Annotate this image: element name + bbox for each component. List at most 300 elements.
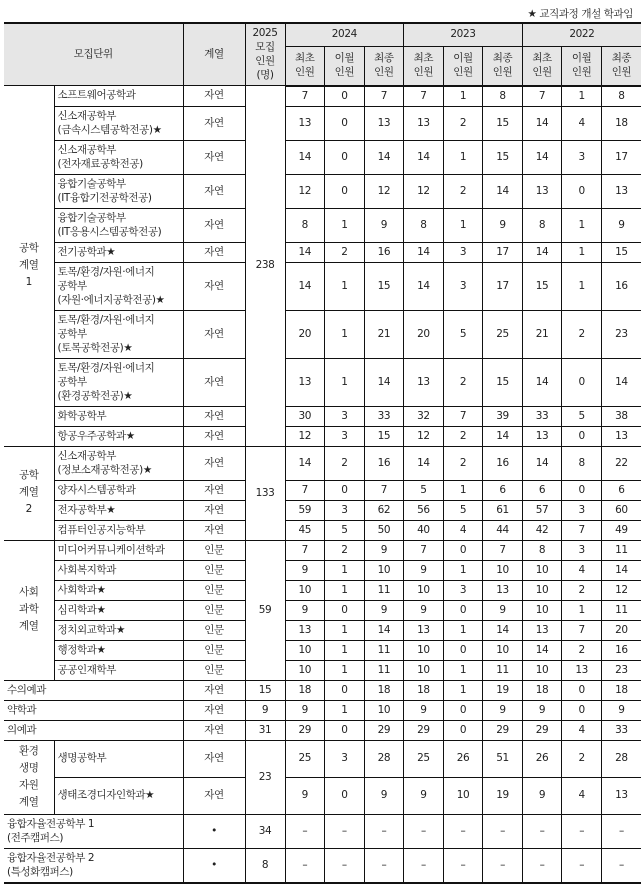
table-row	[4, 700, 641, 720]
count-2024-carryover: 2	[325, 540, 365, 560]
count-2023-carryover: 0	[443, 720, 483, 740]
count-2022-initial: 13	[522, 174, 562, 208]
count-2023-carryover: 3	[443, 580, 483, 600]
unit-name: 융합자율전공학부 1 (전주캠퍼스)	[4, 814, 183, 848]
count-2024-carryover: 3	[325, 426, 365, 446]
header-2024-carryover: 이월 인원	[325, 46, 365, 85]
count-2022-carryover: 0	[562, 680, 602, 700]
unit-name: 사회학과★	[54, 580, 183, 600]
count-2022-final: 9	[601, 208, 641, 242]
count-2023-initial: 20	[404, 310, 444, 358]
unit-name: 심리학과★	[54, 600, 183, 620]
unit-name: 신소재공학부 (금속시스템공학전공)★	[54, 106, 183, 140]
unit-name: 행정학과★	[54, 640, 183, 660]
count-2024-final: 15	[364, 262, 404, 310]
count-2022-initial: 14	[522, 140, 562, 174]
count-2023-final: 6	[483, 480, 523, 500]
count-2023-initial: 14	[404, 242, 444, 262]
header-2022-carryover: 이월 인원	[562, 46, 602, 85]
count-2024-initial: 10	[285, 580, 325, 600]
count-2024-final: 33	[364, 406, 404, 426]
count-2022-carryover: 1	[562, 242, 602, 262]
count-2023-carryover: 1	[443, 140, 483, 174]
count-2022-carryover: 4	[562, 777, 602, 814]
count-2024-initial: 9	[285, 600, 325, 620]
unit-name: 소프트웨어공학과	[54, 86, 183, 107]
count-2024-carryover: 1	[325, 700, 365, 720]
quota-2025: 238	[245, 86, 285, 447]
count-2023-final: 15	[483, 106, 523, 140]
count-2023-final: 51	[483, 740, 523, 777]
table-row	[4, 262, 641, 310]
track: 자연	[183, 500, 245, 520]
count-2022-carryover: 0	[562, 480, 602, 500]
track: 자연	[183, 358, 245, 406]
table-row	[4, 426, 641, 446]
table-row	[4, 406, 641, 426]
table-row	[4, 358, 641, 406]
count-2023-carryover: –	[443, 814, 483, 848]
count-2023-carryover: 7	[443, 406, 483, 426]
table-row	[4, 660, 641, 680]
header-2023-final: 최종 인원	[483, 46, 523, 85]
count-2022-initial: 7	[522, 86, 562, 107]
count-2022-final: 23	[601, 660, 641, 680]
count-2022-carryover: 1	[562, 600, 602, 620]
count-2024-carryover: 1	[325, 560, 365, 580]
count-2023-final: –	[483, 814, 523, 848]
count-2022-carryover: –	[562, 814, 602, 848]
unit-name: 사회복지학과	[54, 560, 183, 580]
count-2022-initial: 13	[522, 620, 562, 640]
count-2022-carryover: 2	[562, 640, 602, 660]
count-2024-initial: 14	[285, 140, 325, 174]
count-2024-carryover: 1	[325, 310, 365, 358]
track: 자연	[183, 720, 245, 740]
unit-name: 생태조경디자인학과★	[54, 777, 183, 814]
quota-2025: 59	[245, 540, 285, 680]
count-2022-final: 60	[601, 500, 641, 520]
count-2022-final: 13	[601, 777, 641, 814]
count-2022-final: 38	[601, 406, 641, 426]
unit-name: 신소재공학부 (정보소재공학전공)★	[54, 446, 183, 480]
unit-name: 화학공학부	[54, 406, 183, 426]
count-2023-final: 8	[483, 86, 523, 107]
count-2022-initial: 33	[522, 406, 562, 426]
quota-2025: 133	[245, 446, 285, 540]
count-2023-final: 19	[483, 777, 523, 814]
count-2022-carryover: 0	[562, 426, 602, 446]
count-2024-initial: 12	[285, 426, 325, 446]
count-2023-carryover: 1	[443, 480, 483, 500]
header-track: 계열	[183, 23, 245, 86]
count-2022-initial: 9	[522, 777, 562, 814]
count-2022-initial: 10	[522, 580, 562, 600]
track: 인문	[183, 620, 245, 640]
count-2022-carryover: 4	[562, 106, 602, 140]
unit-name: 융합기술공학부 (IT응용시스템공학전공)	[54, 208, 183, 242]
count-2023-carryover: 0	[443, 540, 483, 560]
count-2024-initial: 12	[285, 174, 325, 208]
track: 자연	[183, 310, 245, 358]
count-2023-final: 10	[483, 560, 523, 580]
count-2022-carryover: 13	[562, 660, 602, 680]
track: 인문	[183, 580, 245, 600]
count-2024-final: 50	[364, 520, 404, 540]
count-2024-initial: 45	[285, 520, 325, 540]
count-2024-carryover: 0	[325, 140, 365, 174]
track: 자연	[183, 140, 245, 174]
count-2022-carryover: 1	[562, 262, 602, 310]
quota-2025: 8	[245, 848, 285, 883]
count-2022-carryover: 0	[562, 174, 602, 208]
count-2023-initial: 12	[404, 426, 444, 446]
count-2024-initial: 7	[285, 86, 325, 107]
group-label: 환경 생명 자원 계열	[4, 740, 54, 814]
count-2022-carryover: 0	[562, 700, 602, 720]
track: 자연	[183, 446, 245, 480]
count-2024-initial: 7	[285, 540, 325, 560]
count-2024-final: 28	[364, 740, 404, 777]
quota-2025: 34	[245, 814, 285, 848]
table-row	[4, 208, 641, 242]
count-2024-carryover: 5	[325, 520, 365, 540]
count-2023-final: 14	[483, 620, 523, 640]
count-2024-initial: 9	[285, 560, 325, 580]
count-2022-final: 17	[601, 140, 641, 174]
count-2023-initial: 18	[404, 680, 444, 700]
table-row	[4, 86, 641, 107]
count-2024-final: 11	[364, 660, 404, 680]
count-2023-initial: 10	[404, 580, 444, 600]
count-2023-final: 9	[483, 208, 523, 242]
count-2022-final: 6	[601, 480, 641, 500]
count-2023-carryover: 10	[443, 777, 483, 814]
count-2023-initial: 13	[404, 620, 444, 640]
count-2022-final: 23	[601, 310, 641, 358]
unit-name: 전기공학과★	[54, 242, 183, 262]
count-2022-carryover: 7	[562, 520, 602, 540]
count-2024-final: 11	[364, 640, 404, 660]
count-2022-initial: 14	[522, 106, 562, 140]
table-row	[4, 242, 641, 262]
count-2022-initial: 26	[522, 740, 562, 777]
count-2023-carryover: 26	[443, 740, 483, 777]
count-2024-initial: 8	[285, 208, 325, 242]
count-2024-final: 7	[364, 86, 404, 107]
count-2023-final: 11	[483, 660, 523, 680]
count-2022-initial: –	[522, 814, 562, 848]
count-2023-initial: 13	[404, 358, 444, 406]
count-2023-initial: 7	[404, 86, 444, 107]
unit-name: 정치외교학과★	[54, 620, 183, 640]
count-2023-initial: 13	[404, 106, 444, 140]
track: 인문	[183, 600, 245, 620]
count-2022-final: 13	[601, 426, 641, 446]
count-2022-final: 33	[601, 720, 641, 740]
header-2022-initial: 최초 인원	[522, 46, 562, 85]
table-row	[4, 620, 641, 640]
count-2024-initial: 10	[285, 640, 325, 660]
count-2024-final: 10	[364, 560, 404, 580]
count-2023-initial: 29	[404, 720, 444, 740]
count-2024-initial: 7	[285, 480, 325, 500]
count-2022-carryover: 7	[562, 620, 602, 640]
count-2023-final: 17	[483, 242, 523, 262]
count-2023-carryover: 1	[443, 208, 483, 242]
count-2023-final: 44	[483, 520, 523, 540]
count-2023-final: 14	[483, 426, 523, 446]
count-2022-carryover: 3	[562, 540, 602, 560]
table-row	[4, 520, 641, 540]
count-2023-final: 17	[483, 262, 523, 310]
table-row	[4, 174, 641, 208]
group-label: 공학 계열 1	[4, 86, 54, 447]
count-2024-final: 14	[364, 620, 404, 640]
count-2024-final: –	[364, 848, 404, 883]
count-2024-initial: 25	[285, 740, 325, 777]
count-2024-final: 10	[364, 700, 404, 720]
count-2022-carryover: 3	[562, 500, 602, 520]
count-2023-carryover: 1	[443, 680, 483, 700]
header-2023-carryover: 이월 인원	[443, 46, 483, 85]
count-2024-carryover: 3	[325, 406, 365, 426]
count-2024-initial: 13	[285, 106, 325, 140]
unit-name: 미디어커뮤니케이션학과	[54, 540, 183, 560]
count-2022-initial: 10	[522, 560, 562, 580]
track: 자연	[183, 700, 245, 720]
unit-name: 양자시스템공학과	[54, 480, 183, 500]
count-2022-initial: 21	[522, 310, 562, 358]
count-2024-initial: 59	[285, 500, 325, 520]
count-2024-initial: 10	[285, 660, 325, 680]
table-row	[4, 560, 641, 580]
count-2022-final: 11	[601, 540, 641, 560]
count-2023-final: 61	[483, 500, 523, 520]
count-2022-final: 8	[601, 86, 641, 107]
count-2024-carryover: 2	[325, 446, 365, 480]
count-2022-final: –	[601, 814, 641, 848]
count-2022-final: 12	[601, 580, 641, 600]
count-2022-carryover: 1	[562, 86, 602, 107]
count-2024-carryover: –	[325, 814, 365, 848]
table-row	[4, 600, 641, 620]
count-2023-initial: 56	[404, 500, 444, 520]
count-2022-carryover: 2	[562, 740, 602, 777]
count-2024-carryover: 0	[325, 680, 365, 700]
table-row	[4, 310, 641, 358]
unit-name: 토목/환경/자원·에너지 공학부 (자원·에너지공학전공)★	[54, 262, 183, 310]
header-quota-2025: 2025 모집 인원 (명)	[245, 23, 285, 86]
table-row	[4, 580, 641, 600]
count-2024-initial: –	[285, 814, 325, 848]
track: 인문	[183, 660, 245, 680]
count-2024-initial: 14	[285, 262, 325, 310]
count-2024-final: 15	[364, 426, 404, 446]
count-2022-final: 11	[601, 600, 641, 620]
count-2024-carryover: 1	[325, 580, 365, 600]
count-2022-final: 13	[601, 174, 641, 208]
unit-name: 융합자율전공학부 2 (특성화캠퍼스)	[4, 848, 183, 883]
count-2023-carryover: 1	[443, 620, 483, 640]
count-2022-initial: 8	[522, 540, 562, 560]
count-2022-final: 18	[601, 680, 641, 700]
count-2022-initial: 57	[522, 500, 562, 520]
count-2023-initial: 10	[404, 660, 444, 680]
count-2022-carryover: 4	[562, 560, 602, 580]
count-2024-final: 12	[364, 174, 404, 208]
count-2023-initial: 14	[404, 262, 444, 310]
count-2022-initial: 14	[522, 358, 562, 406]
count-2023-initial: 9	[404, 777, 444, 814]
unit-name: 약학과	[4, 700, 183, 720]
count-2023-initial: –	[404, 814, 444, 848]
count-2022-initial: 10	[522, 660, 562, 680]
admission-table	[4, 22, 641, 884]
count-2022-final: 15	[601, 242, 641, 262]
track: 자연	[183, 208, 245, 242]
count-2023-final: 15	[483, 358, 523, 406]
quota-2025: 15	[245, 680, 285, 700]
count-2024-final: –	[364, 814, 404, 848]
track: 자연	[183, 680, 245, 700]
count-2024-final: 11	[364, 580, 404, 600]
unit-name: 생명공학부	[54, 740, 183, 777]
count-2024-carryover: 1	[325, 262, 365, 310]
count-2023-carryover: 4	[443, 520, 483, 540]
unit-name: 융합기술공학부 (IT융합기전공학전공)	[54, 174, 183, 208]
count-2024-carryover: 3	[325, 500, 365, 520]
group-label: 공학 계열 2	[4, 446, 54, 540]
quota-2025: 9	[245, 700, 285, 720]
count-2022-carryover: 5	[562, 406, 602, 426]
count-2023-carryover: 0	[443, 600, 483, 620]
count-2024-final: 7	[364, 480, 404, 500]
count-2022-initial: 14	[522, 242, 562, 262]
header-2024-initial: 최초 인원	[285, 46, 325, 85]
count-2023-initial: 14	[404, 446, 444, 480]
count-2023-carryover: 2	[443, 358, 483, 406]
unit-name: 컴퓨터인공지능학부	[54, 520, 183, 540]
count-2024-carryover: 2	[325, 242, 365, 262]
count-2024-initial: 20	[285, 310, 325, 358]
unit-name: 의예과	[4, 720, 183, 740]
count-2024-final: 16	[364, 242, 404, 262]
track: •	[183, 814, 245, 848]
count-2022-final: 22	[601, 446, 641, 480]
count-2023-carryover: 3	[443, 262, 483, 310]
count-2022-final: 9	[601, 700, 641, 720]
count-2023-final: 14	[483, 174, 523, 208]
count-2022-carryover: 0	[562, 358, 602, 406]
table-row	[4, 446, 641, 480]
count-2024-carryover: 0	[325, 600, 365, 620]
track: 인문	[183, 540, 245, 560]
count-2022-initial: 13	[522, 426, 562, 446]
count-2022-final: 16	[601, 640, 641, 660]
count-2022-initial: 14	[522, 640, 562, 660]
count-2023-final: 25	[483, 310, 523, 358]
header-2024-final: 최종 인원	[364, 46, 404, 85]
table-row	[4, 640, 641, 660]
unit-name: 공공인재학부	[54, 660, 183, 680]
count-2023-final: 9	[483, 600, 523, 620]
count-2022-final: 20	[601, 620, 641, 640]
count-2023-initial: 9	[404, 600, 444, 620]
table-row	[4, 500, 641, 520]
unit-name: 신소재공학부 (전자재료공학전공)	[54, 140, 183, 174]
count-2024-carryover: 3	[325, 740, 365, 777]
count-2022-final: 49	[601, 520, 641, 540]
count-2024-initial: 9	[285, 777, 325, 814]
count-2023-final: 9	[483, 700, 523, 720]
count-2023-carryover: 0	[443, 700, 483, 720]
count-2024-initial: 13	[285, 620, 325, 640]
count-2022-carryover: 2	[562, 580, 602, 600]
count-2024-carryover: 0	[325, 106, 365, 140]
group-label: 사회 과학 계열	[4, 540, 54, 680]
header-year-2022: 2022	[522, 23, 641, 46]
count-2022-final: 14	[601, 358, 641, 406]
count-2023-initial: 9	[404, 700, 444, 720]
track: 자연	[183, 520, 245, 540]
count-2023-final: 19	[483, 680, 523, 700]
count-2023-carryover: 2	[443, 106, 483, 140]
count-2024-final: 14	[364, 140, 404, 174]
count-2023-final: 16	[483, 446, 523, 480]
count-2023-carryover: 1	[443, 560, 483, 580]
unit-name: 항공우주공학과★	[54, 426, 183, 446]
count-2022-initial: 8	[522, 208, 562, 242]
count-2024-carryover: –	[325, 848, 365, 883]
count-2022-initial: 15	[522, 262, 562, 310]
count-2024-final: 62	[364, 500, 404, 520]
count-2024-initial: 13	[285, 358, 325, 406]
count-2022-carryover: 1	[562, 208, 602, 242]
count-2022-final: 28	[601, 740, 641, 777]
track: 자연	[183, 406, 245, 426]
track: 자연	[183, 740, 245, 777]
count-2024-final: 16	[364, 446, 404, 480]
count-2022-initial: 9	[522, 700, 562, 720]
count-2022-carryover: 4	[562, 720, 602, 740]
unit-name: 토목/환경/자원·에너지 공학부 (토목공학전공)★	[54, 310, 183, 358]
table-row	[4, 740, 641, 777]
unit-name: 전자공학부★	[54, 500, 183, 520]
count-2023-final: 39	[483, 406, 523, 426]
track: •	[183, 848, 245, 883]
count-2023-initial: 40	[404, 520, 444, 540]
count-2023-initial: 12	[404, 174, 444, 208]
unit-name: 토목/환경/자원·에너지 공학부 (환경공학전공)★	[54, 358, 183, 406]
table-row	[4, 480, 641, 500]
count-2022-initial: 6	[522, 480, 562, 500]
count-2023-carryover: 5	[443, 500, 483, 520]
count-2024-final: 29	[364, 720, 404, 740]
table-row	[4, 777, 641, 814]
count-2024-carryover: 0	[325, 86, 365, 107]
count-2022-final: 18	[601, 106, 641, 140]
table-row	[4, 720, 641, 740]
count-2024-final: 18	[364, 680, 404, 700]
table-row	[4, 540, 641, 560]
header-unit: 모집단위	[4, 23, 183, 86]
count-2022-final: 16	[601, 262, 641, 310]
track: 자연	[183, 426, 245, 446]
count-2023-initial: 5	[404, 480, 444, 500]
count-2023-carryover: 3	[443, 242, 483, 262]
track: 인문	[183, 640, 245, 660]
